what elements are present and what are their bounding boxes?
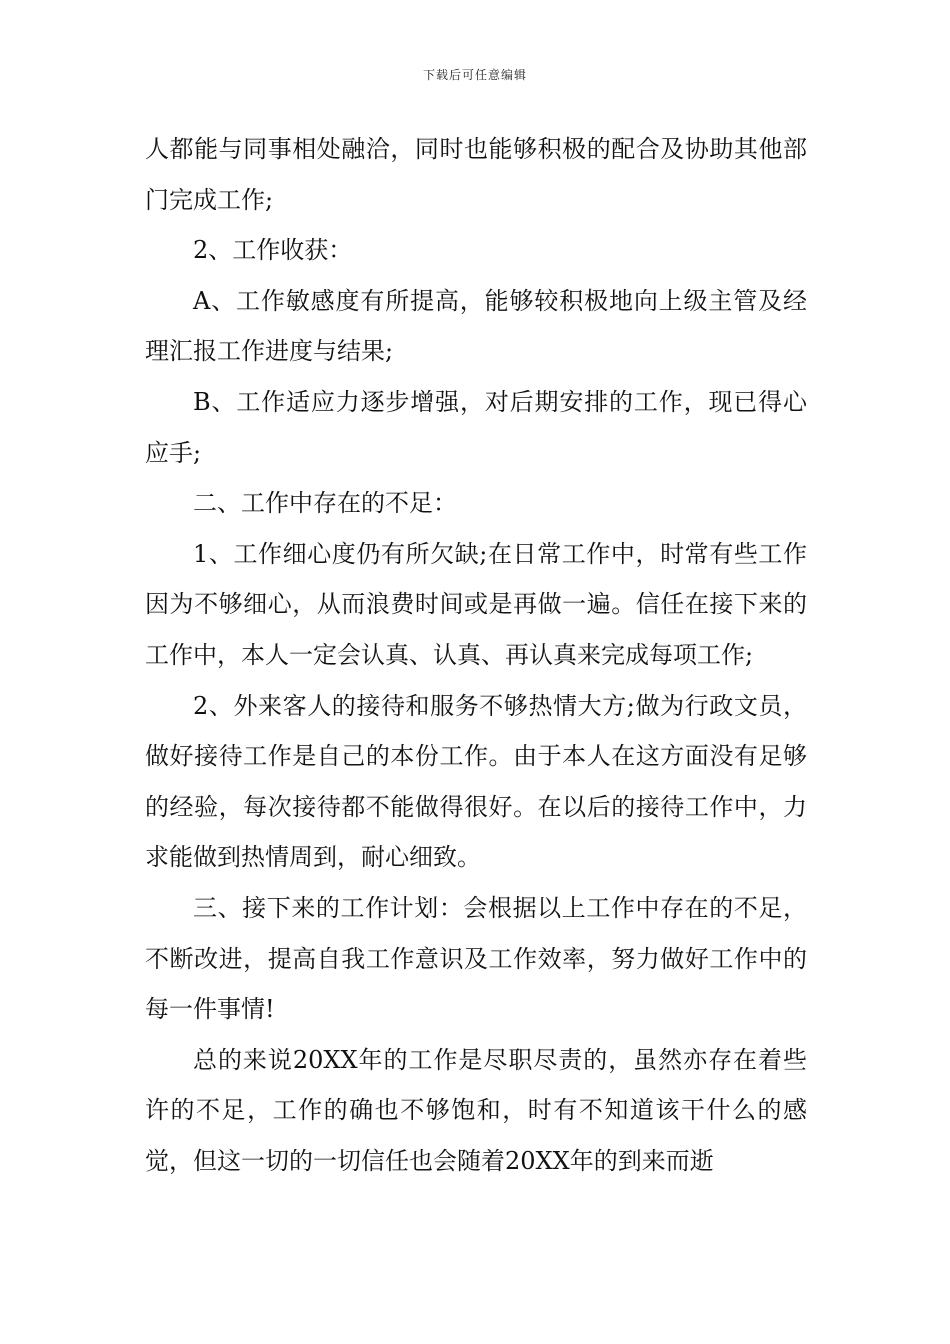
document-body — [145, 124, 807, 1186]
paragraph-1: 人都能与同事相处融洽，同时也能够积极的配合及协助其他部门完成工作; — [145, 135, 807, 214]
paragraph-7: 2、外来客人的接待和服务不够热情大方;做为行政文员，做好接待工作是自己的本份工作。由于本人在这方面没有足够的经验，每次接待都不能做得很好。在以后的接待工作中，力求能做到热情周到，耐心细致。 — [145, 691, 807, 872]
header-note: 下载后可任意编辑 — [422, 68, 527, 82]
paragraph-6: 1、工作细心度仍有所欠缺;在日常工作中，时常有些工作因为不够细心，从而浪费时间或是再做一遍。信任在接下来的工作中，本人一定会认真、认真、再认真来完成每项工作; — [145, 539, 807, 669]
paragraph-8: 三、接下来的工作计划：会根据以上工作中存在的不足，不断改进，提高自我工作意识及工作效率，努力做好工作中的每一件事情! — [145, 893, 807, 1024]
paragraph-3: A、工作敏感度有所提高，能够较积极地向上级主管及经理汇报工作进度与结果; — [145, 286, 807, 366]
paragraph-5: 二、工作中存在的不足： — [193, 489, 457, 518]
paragraph-9: 总的来说20XX年的工作是尽职尽责的，虽然亦存在着些许的不足，工作的确也不够饱和，时有不知道该干什么的感觉，但这一切的一切信任也会随着20XX年的到来而逝 — [145, 1045, 807, 1175]
paragraph-2: 2、工作收获： — [193, 236, 353, 265]
paragraph-4: B、工作适应力逐步增强，对后期安排的工作，现已得心应手; — [145, 387, 807, 467]
